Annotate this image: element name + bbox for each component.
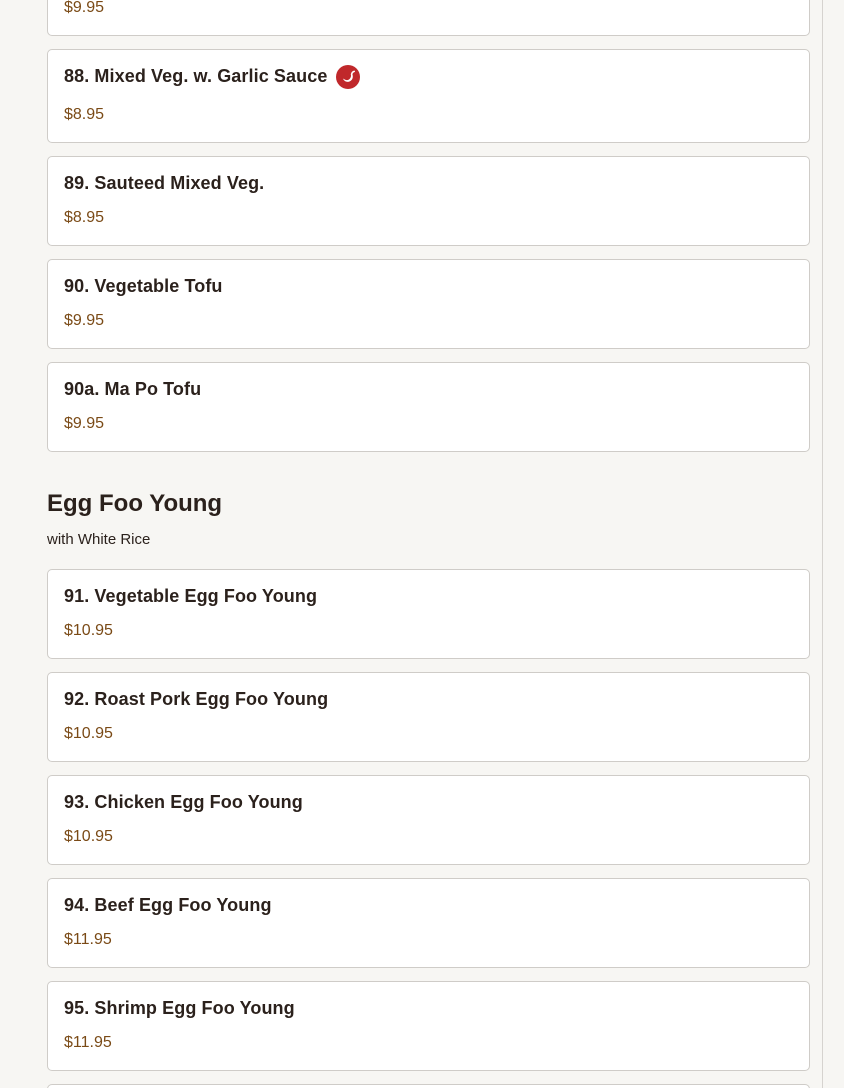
item-price: $9.95 [64,415,105,432]
menu-item-card[interactable] [47,362,810,452]
item-price: $11.95 [64,931,112,948]
item-price: $11.95 [64,1034,112,1051]
chili-pepper-icon [336,65,360,89]
menu-item-card[interactable] [47,0,810,36]
menu-item-card[interactable] [47,878,810,968]
item-price: $8.95 [64,106,105,123]
menu-item-card[interactable] [47,1084,810,1088]
item-name: 90. Vegetable Tofu [64,276,223,296]
item-price: $10.95 [64,622,113,639]
item-name: 89. Sauteed Mixed Veg. [64,173,265,193]
content-divider [822,0,823,1088]
item-name: 90a. Ma Po Tofu [64,379,202,399]
menu-item-card[interactable] [47,672,810,762]
menu-item-card[interactable] [47,981,810,1071]
item-name: 95. Shrimp Egg Foo Young [64,998,295,1018]
menu-item-card[interactable] [47,156,810,246]
menu-item-card[interactable] [47,569,810,659]
item-name: 88. Mixed Veg. w. Garlic Sauce [64,66,328,86]
item-name: 91. Vegetable Egg Foo Young [64,586,318,606]
item-price: $9.95 [64,312,105,329]
item-price: $9.95 [64,0,105,16]
item-price: $10.95 [64,828,113,845]
menu-item-card[interactable] [47,259,810,349]
menu-item-card[interactable] [47,49,810,143]
item-name: 92. Roast Pork Egg Foo Young [64,689,329,709]
item-name: 94. Beef Egg Foo Young [64,895,272,915]
section-subtitle: with White Rice [47,531,151,548]
item-name: 93. Chicken Egg Foo Young [64,792,303,812]
section-title: Egg Foo Young [47,490,223,517]
item-price: $10.95 [64,725,113,742]
menu-item-card[interactable] [47,775,810,865]
item-price: $8.95 [64,209,105,226]
